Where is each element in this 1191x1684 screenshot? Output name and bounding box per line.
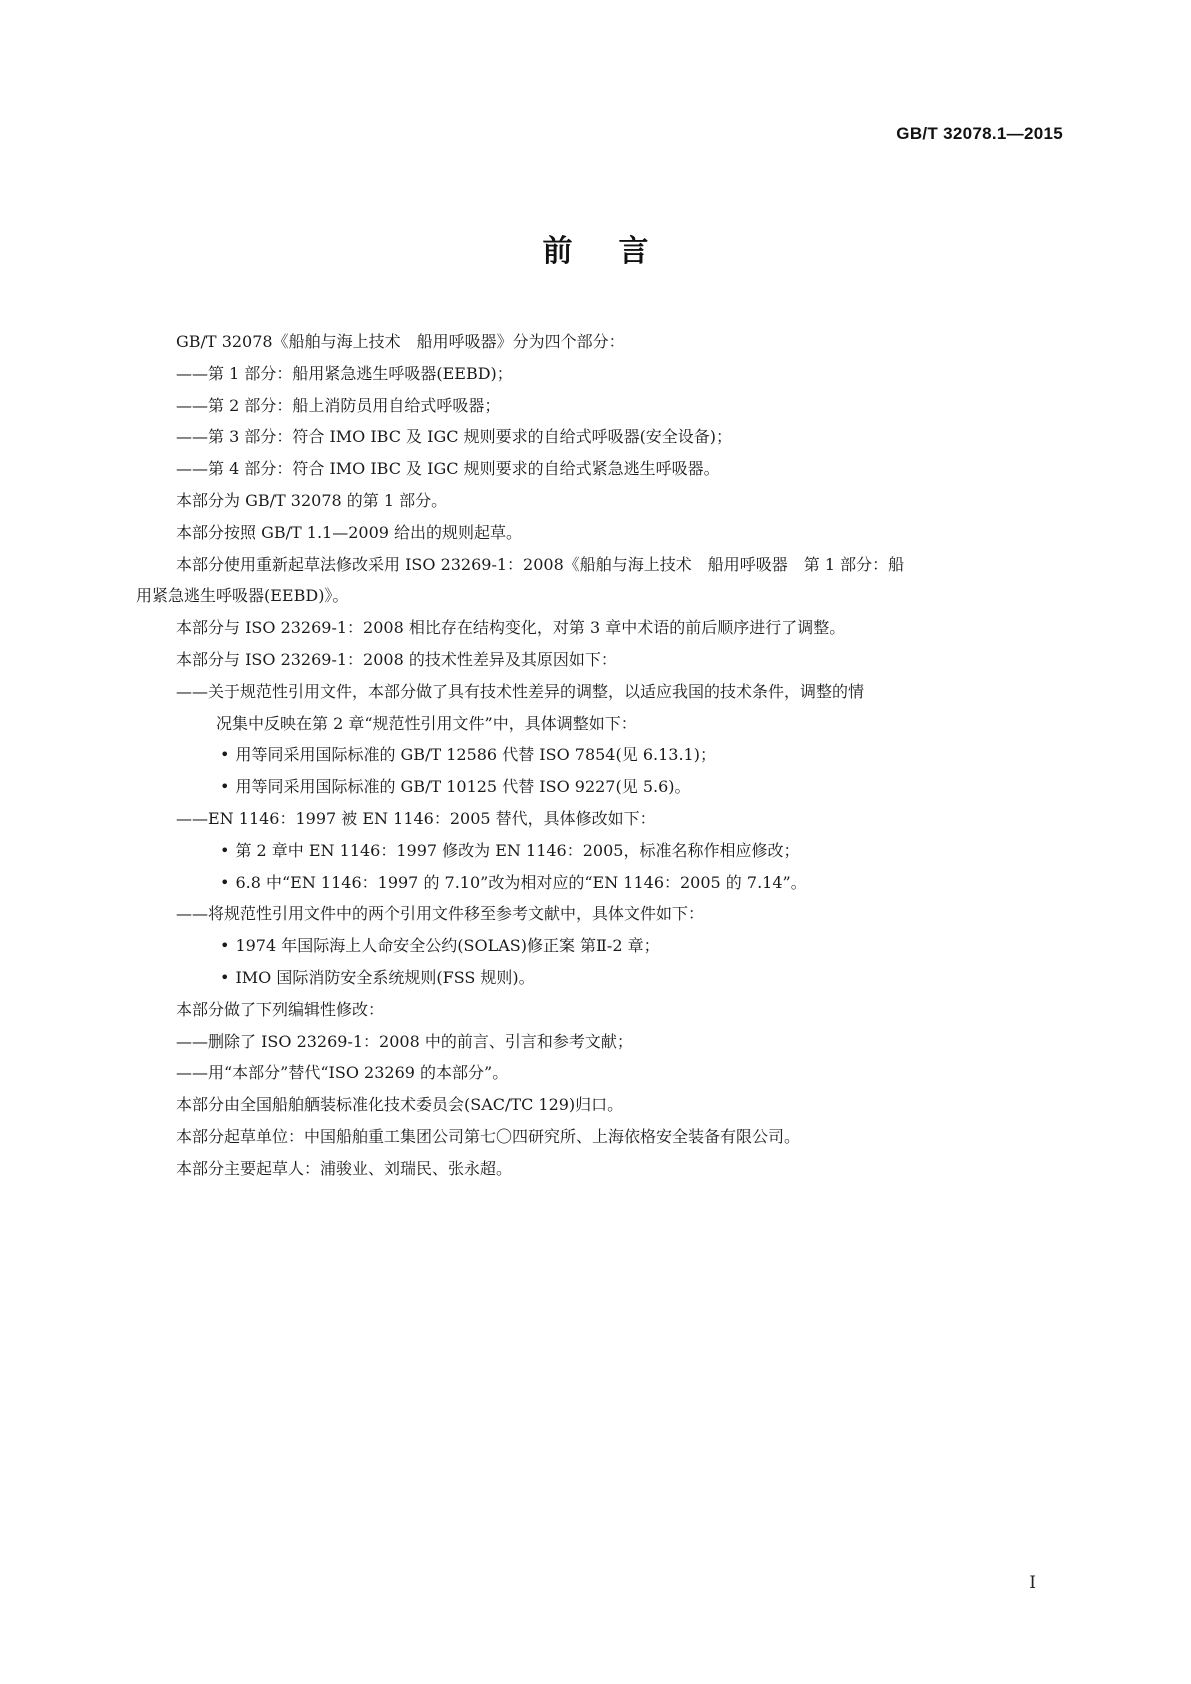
paragraph-line: 本部分为 GB/T 32078 的第 1 部分。: [176, 490, 448, 510]
bullet-item: • 6.8 中“EN 1146：1997 的 7.10”改为相对应的“EN 1146：2005 的 7.14”。: [176, 867, 1066, 899]
dash-item: ——关于规范性引用文件，本部分做了具有技术性差异的调整，以适应我国的技术条件，调整的情: [176, 681, 865, 701]
paragraph-continuation: 用紧急逃生呼吸器(EEBD)》。: [136, 586, 349, 606]
paragraph-line: 本部分使用重新起草法修改采用 ISO 23269-1：2008《船舶与海上技术 船用呼吸器 第 1 部分：船: [176, 554, 905, 574]
paragraph-line: 本部分做了下列编辑性修改：: [176, 999, 385, 1019]
bullet-item: • IMO 国际消防安全系统规则(FSS 规则)。: [176, 962, 1066, 994]
bullet-item: • 第 2 章中 EN 1146：1997 修改为 EN 1146：2005，标准名称作相应修改；: [176, 835, 1066, 867]
paragraph-line: 本部分与 ISO 23269-1：2008 的技术性差异及其原因如下：: [176, 649, 617, 669]
paragraph-line: 本部分起草单位：中国船舶重工集团公司第七〇四研究所、上海依格安全装备有限公司。: [176, 1126, 801, 1146]
paragraph-line: 本部分由全国船舶舾装标准化技术委员会(SAC/TC 129)归口。: [176, 1095, 624, 1115]
dash-item-continuation: 况集中反映在第 2 章“规范性引用文件”中，具体调整如下：: [216, 713, 637, 733]
paragraph-line: 本部分与 ISO 23269-1：2008 相比存在结构变化，对第 3 章中术语的前后顺序进行了调整。: [176, 618, 846, 638]
dash-item: ——第 1 部分：船用紧急逃生呼吸器(EEBD)；: [176, 363, 513, 383]
dash-item: ——用“本部分”替代“ISO 23269 的本部分”。: [176, 1063, 509, 1083]
dash-item: ——第 3 部分：符合 IMO IBC 及 IGC 规则要求的自给式呼吸器(安全设备)；: [176, 427, 733, 447]
bullet-item: • 用等同采用国际标准的 GB/T 10125 代替 ISO 9227(见 5.6)。: [176, 771, 1066, 803]
paragraph-line: 本部分按照 GB/T 1.1—2009 给出的规则起草。: [176, 522, 523, 542]
dash-item: ——删除了 ISO 23269-1：2008 中的前言、引言和参考文献；: [176, 1031, 633, 1051]
page-number: I: [1029, 1573, 1036, 1593]
foreword-body: [136, 326, 1066, 1185]
page-title: 前言: [542, 234, 695, 269]
paragraph-line: 本部分主要起草人：浦骏业、刘瑞民、张永超。: [176, 1158, 513, 1178]
bullet-item: • 1974 年国际海上人命安全公约(SOLAS)修正案 第Ⅱ-2 章；: [176, 930, 1066, 962]
bullet-item: • 用等同采用国际标准的 GB/T 12586 代替 ISO 7854(见 6.13.1)；: [176, 739, 1066, 771]
dash-item: ——第 2 部分：船上消防员用自给式呼吸器；: [176, 395, 501, 415]
standard-code: GB/T 32078.1—2015: [896, 124, 1063, 143]
dash-item: ——EN 1146：1997 被 EN 1146：2005 替代，具体修改如下：: [176, 808, 656, 828]
paragraph-line: GB/T 32078《船舶与海上技术 船用呼吸器》分为四个部分：: [176, 332, 625, 351]
dash-item: ——将规范性引用文件中的两个引用文件移至参考文献中，具体文件如下：: [176, 904, 705, 924]
dash-item: ——第 4 部分：符合 IMO IBC 及 IGC 规则要求的自给式紧急逃生呼吸器。: [176, 459, 720, 479]
